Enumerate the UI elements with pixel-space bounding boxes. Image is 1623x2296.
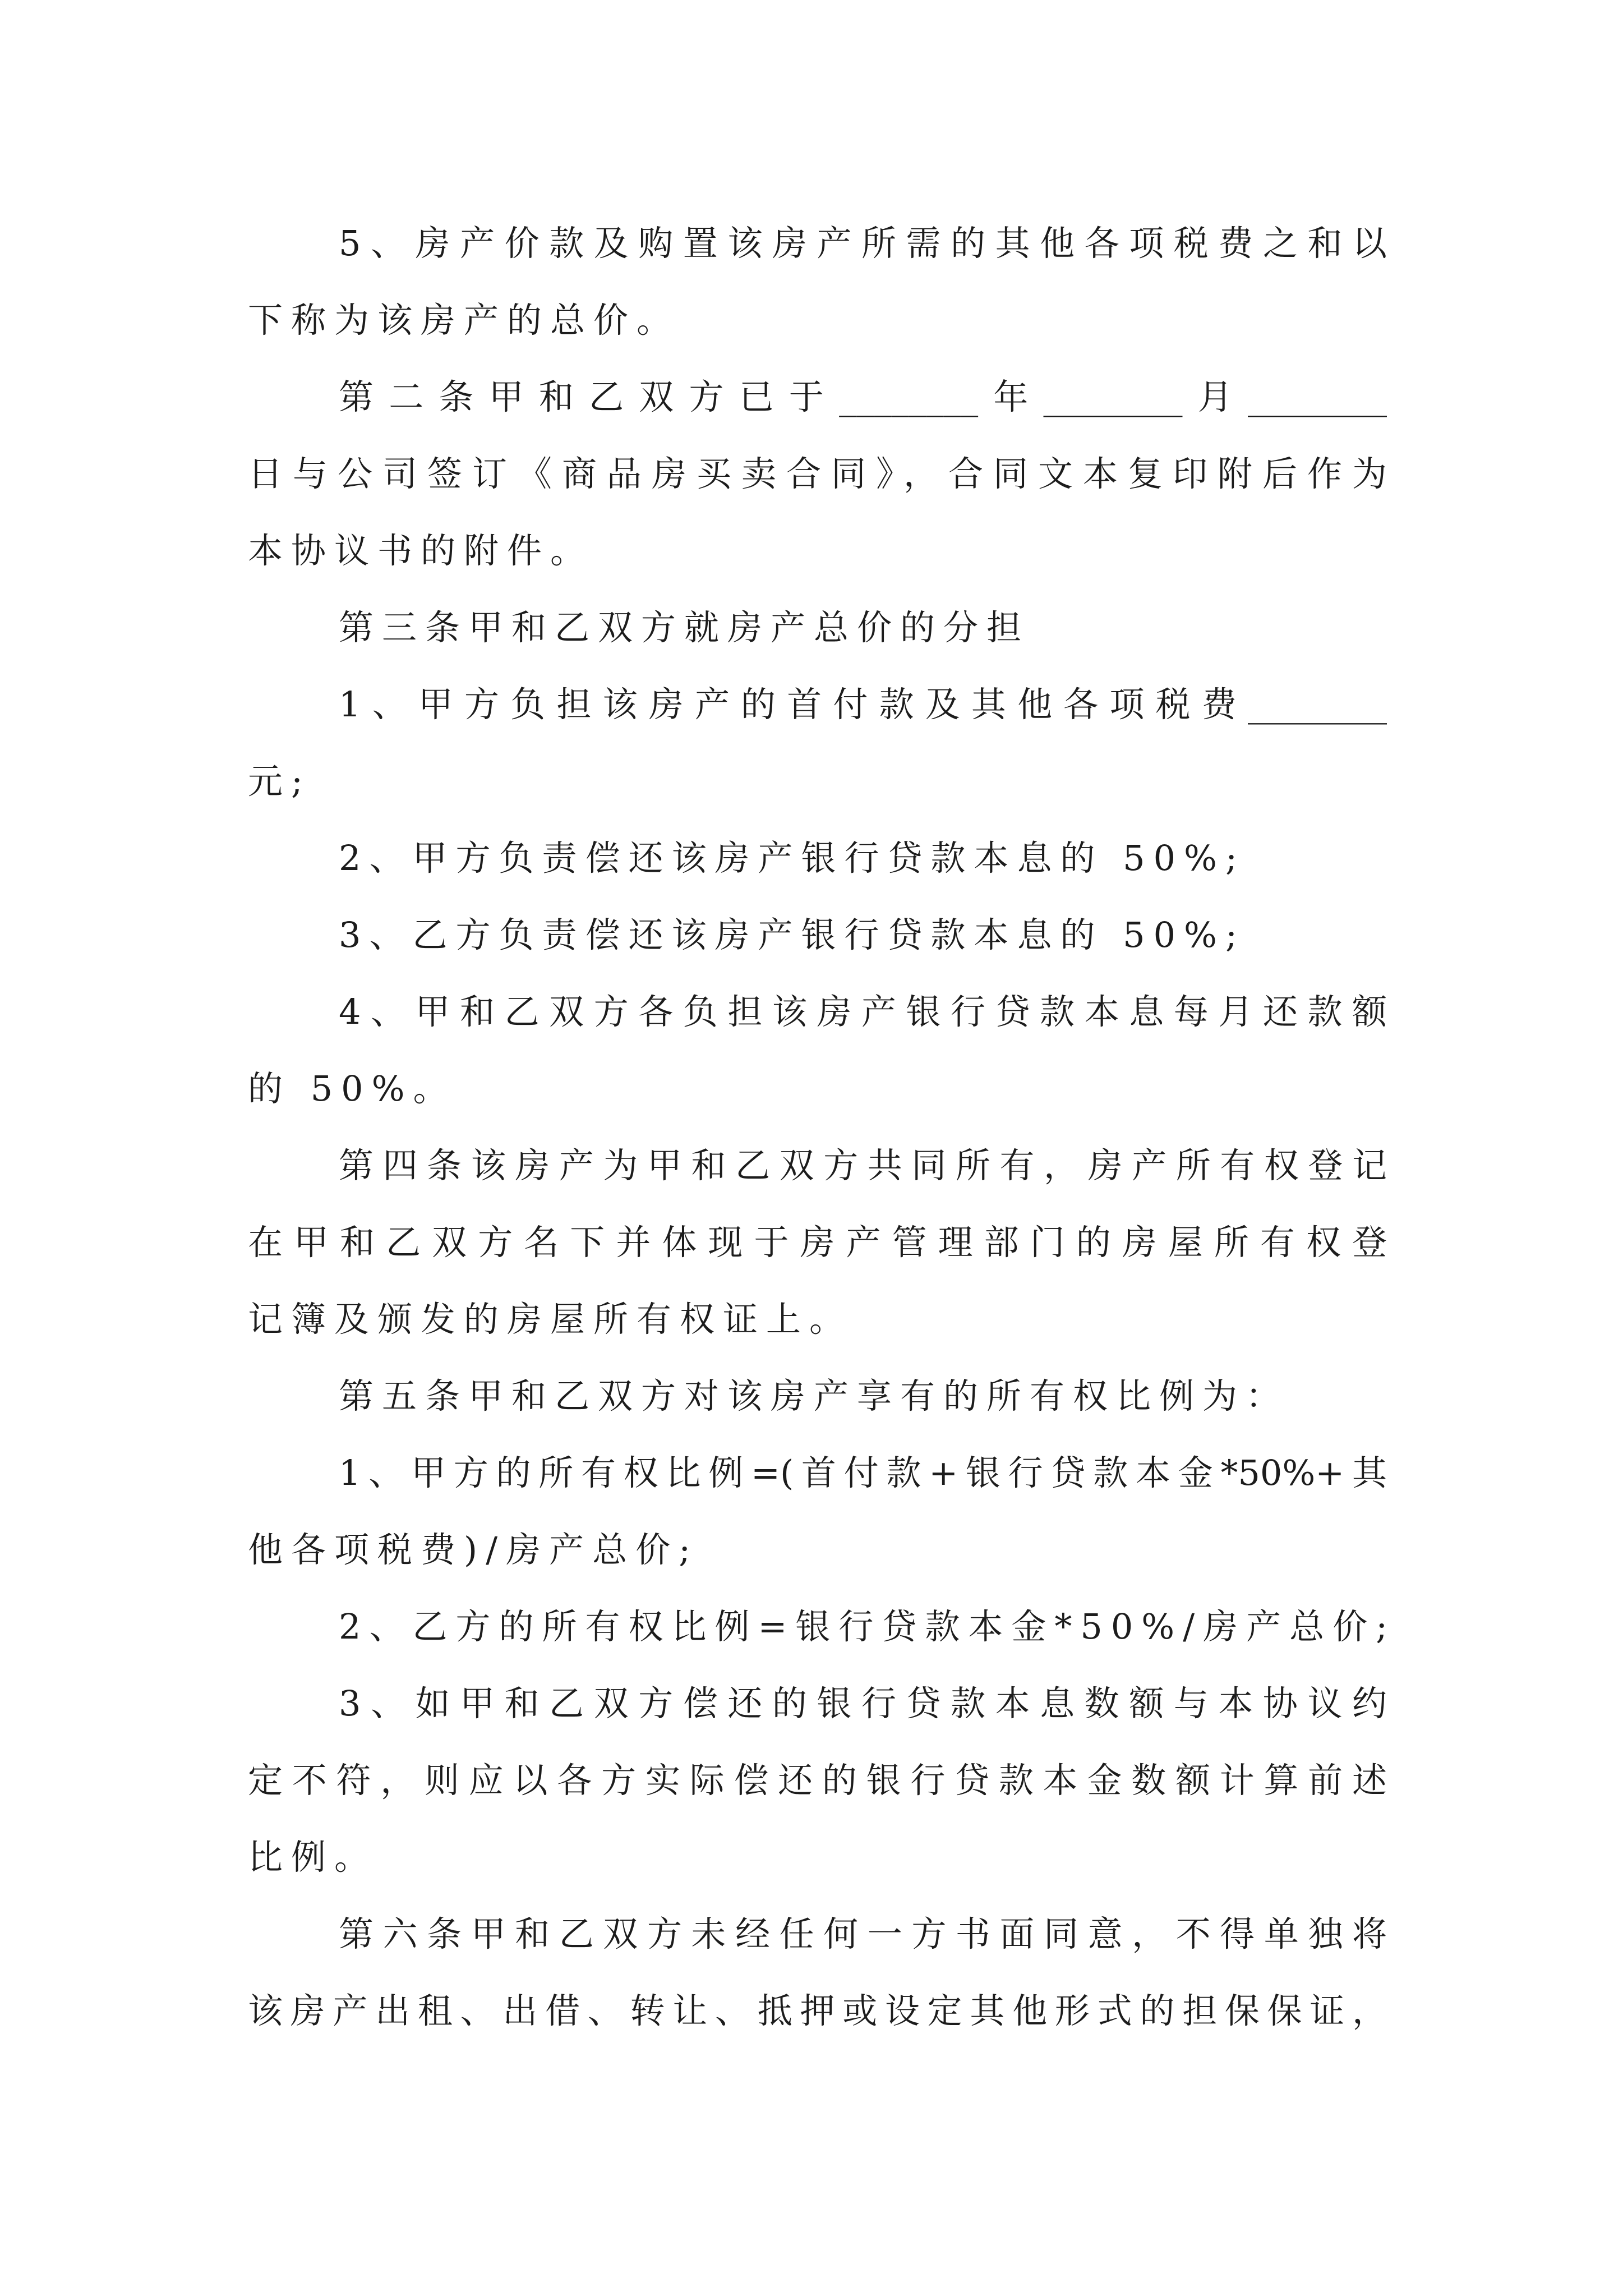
text-line: 定不符，则应以各方实际偿还的银行贷款本金数额计算前述 <box>248 1760 1387 1801</box>
paragraph-article-3-item-2 <box>248 820 1387 896</box>
text-line: 日与公司签订《商品房买卖合同》，合同文本复印附后作为 <box>248 453 1387 494</box>
text-line: 3、乙方负责偿还该房产银行贷款本息的 50%; <box>339 914 1246 955</box>
paragraph-article-5-item-3 <box>248 1665 1387 1895</box>
paragraph-article-6 <box>248 1895 1387 2049</box>
paragraph-article-3-item-1 <box>248 666 1387 820</box>
paragraph-article-5-item-1 <box>248 1434 1387 1588</box>
text-line: 3、如甲和乙双方偿还的银行贷款本息数额与本协议约 <box>339 1683 1387 1724</box>
text-line: 在甲和乙双方名下并体现于房产管理部门的房屋所有权登 <box>248 1222 1387 1263</box>
paragraph-article-3-item-4 <box>248 973 1387 1127</box>
text-line: 第二条甲和乙双方已于________年________月________ <box>339 376 1387 417</box>
text-line: 比例。 <box>248 1837 378 1878</box>
text-line: 1、甲方负担该房产的首付款及其他各项税费________ <box>339 684 1387 725</box>
text-line: 下称为该房产的总价。 <box>248 300 680 341</box>
paragraph-property-total-price <box>248 205 1387 358</box>
text-line: 本协议书的附件。 <box>248 530 594 571</box>
paragraph-article-3-item-3 <box>248 896 1387 973</box>
text-line: 5、房产价款及购置该房产所需的其他各项税费之和以 <box>339 223 1387 264</box>
document-body <box>248 205 1396 2049</box>
text-line: 第六条甲和乙双方未经任何一方书面同意，不得单独将 <box>339 1913 1387 1954</box>
text-line: 4、甲和乙双方各负担该房产银行贷款本息每月还款额 <box>339 991 1387 1032</box>
text-line: 他各项税费)/房产总价; <box>248 1529 699 1570</box>
text-line: 第三条甲和乙双方就房产总价的分担 <box>339 607 1030 648</box>
paragraph-article-4 <box>248 1127 1387 1358</box>
paragraph-article-2 <box>248 358 1387 589</box>
paragraph-article-5-heading <box>248 1358 1387 1434</box>
paragraph-article-3-heading <box>248 589 1387 666</box>
text-line: 该房产出租、出借、转让、抵押或设定其他形式的担保保证， <box>248 1990 1387 2031</box>
text-line: 记簿及颁发的房屋所有权证上。 <box>248 1299 853 1340</box>
text-line: 第四条该房产为甲和乙双方共同所有，房产所有权登记 <box>339 1145 1387 1186</box>
text-line: 元; <box>248 761 311 802</box>
text-line: 2、乙方的所有权比例=银行贷款本金*50%/房产总价; <box>339 1606 1396 1647</box>
text-line: 2、甲方负责偿还该房产银行贷款本息的 50%; <box>339 838 1246 878</box>
text-line: 的 50%。 <box>248 1068 457 1109</box>
paragraph-article-5-item-2 <box>248 1588 1396 1665</box>
text-line: 第五条甲和乙双方对该房产享有的所有权比例为： <box>339 1375 1289 1416</box>
text-line: 1、甲方的所有权比例=(首付款+银行贷款本金*50%+其 <box>339 1452 1387 1493</box>
